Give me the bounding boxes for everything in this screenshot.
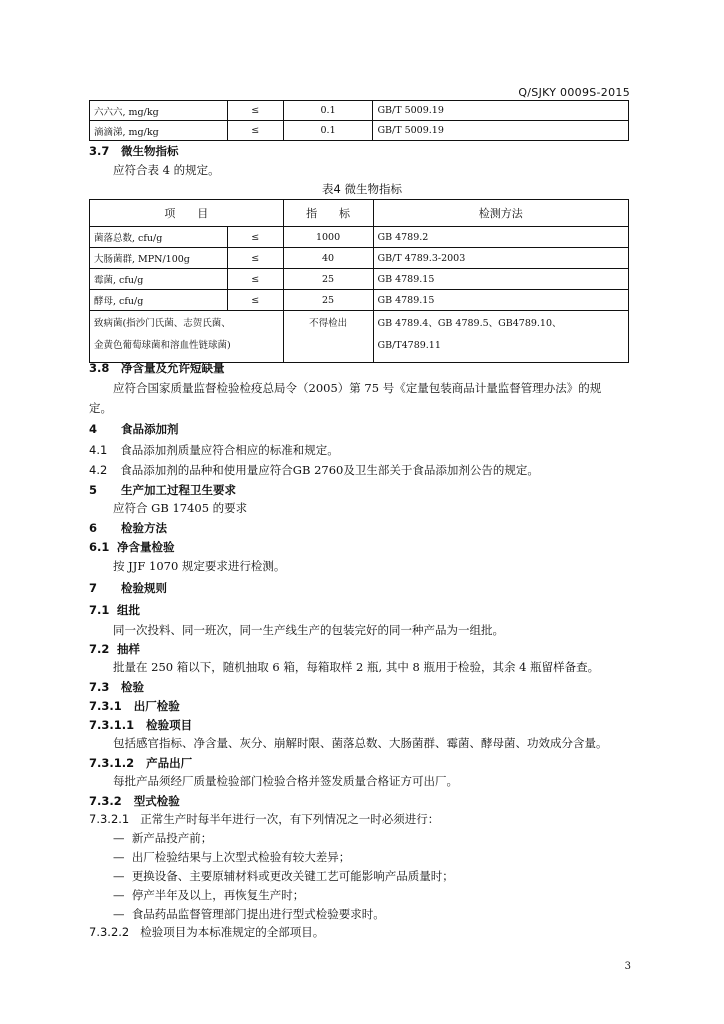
table-cell-value: 40 (283, 248, 373, 269)
table-cell-item: 六六六, mg/kg (90, 101, 228, 121)
section-7-2-heading: 7.2 抽样 (89, 642, 141, 656)
section-6-1-text: 按 JJF 1070 规定要求进行检测。 (113, 559, 286, 573)
section-4-1: 4.1 食品添加剂质量应符合相应的标准和规定。 (89, 443, 339, 457)
section-7-heading: 7 检验规则 (89, 581, 168, 595)
table-cell-item: 致病菌(指沙门氏菌、志贺氏菌、 金黄色葡萄球菌和溶血性链球菌) (90, 311, 284, 363)
section-4-heading: 4 食品添加剂 (89, 422, 179, 436)
section-7-3-2-1: 7.3.2.1 正常生产时每半年进行一次，有下列情况之一时必须进行： (89, 812, 440, 826)
table-cell-method: GB 4789.15 (373, 269, 629, 290)
list-item: — 更换设备、主要原辅材料或更改关键工艺可能影响产品质量时； (113, 869, 454, 883)
section-7-3-1-1-heading: 7.3.1.1 检验项目 (89, 718, 193, 732)
table-cell-symbol: ≤ (227, 269, 283, 290)
table-header-row (90, 200, 629, 227)
section-3-8-heading: 3.8 净含量及允许短缺量 (89, 361, 225, 375)
table-cell-symbol: ≤ (227, 290, 283, 311)
column-header-method: 检测方法 (373, 200, 629, 227)
table-cell-value: 不得检出 (283, 311, 373, 363)
table-4-caption: 表4 微生物指标 (322, 182, 402, 196)
section-7-1-heading: 7.1 组批 (89, 603, 141, 617)
pesticide-table (89, 100, 629, 141)
microbial-table (89, 199, 629, 363)
section-7-2-text: 批量在 250 箱以下，随机抽取 6 箱，每箱取样 2 瓶, 其中 8 瓶用于检验，其余 4 瓶留样备查。 (113, 660, 600, 674)
section-7-1-text: 同一次投料、同一班次，同一生产线生产的包装完好的同一种产品为一组批。 (113, 623, 504, 637)
column-header-item: 项 目 (90, 200, 284, 227)
section-5-text: 应符合 GB 17405 的要求 (113, 501, 248, 515)
section-4-2: 4.2 食品添加剂的品种和使用量应符合GB 2760及卫生部关于食品添加剂公告的规定。 (89, 463, 539, 477)
list-item: — 食品药品监督管理部门提出进行型式检验要求时。 (113, 907, 385, 921)
table-cell-method: GB/T 5009.19 (373, 101, 629, 121)
table-cell-value: 0.1 (283, 121, 373, 141)
table-cell-value: 1000 (283, 227, 373, 248)
table-cell-value: 0.1 (283, 101, 373, 121)
table-cell-symbol: ≤ (227, 101, 283, 121)
table-cell-method: GB 4789.4、GB 4789.5、GB4789.10、GB/T4789.11 (373, 311, 629, 363)
list-item: — 新产品投产前； (113, 831, 213, 845)
table-cell-item: 菌落总数, cfu/g (90, 227, 228, 248)
section-7-3-2-2: 7.3.2.2 检验项目为本标准规定的全部项目。 (89, 925, 325, 939)
table-row (90, 248, 629, 269)
list-item: — 停产半年及以上，再恢复生产时； (113, 888, 305, 902)
table-cell-item: 酵母, cfu/g (90, 290, 228, 311)
section-3-8-text: 应符合国家质量监督检验检疫总局令（2005）第 75 号《定量包装商品计量监督管理办法》的规 (113, 381, 602, 395)
table-cell-method: GB/T 5009.19 (373, 121, 629, 141)
section-3-7-text: 应符合表 4 的规定。 (113, 163, 220, 177)
section-6-1-heading: 6.1 净含量检验 (89, 540, 175, 554)
table-cell-value: 25 (283, 269, 373, 290)
table-cell-item: 滴滴涕, mg/kg (90, 121, 228, 141)
section-7-3-1-heading: 7.3.1 出厂检验 (89, 699, 180, 713)
table-cell-method: GB/T 4789.3-2003 (373, 248, 629, 269)
section-7-3-1-1-text: 包括感官指标、净含量、灰分、崩解时限、菌落总数、大肠菌群、霉菌、酵母菌、功效成分含量。 (113, 736, 608, 750)
table-row (90, 101, 629, 121)
page-number: 3 (624, 961, 631, 972)
table-cell-item: 大肠菌群, MPN/100g (90, 248, 228, 269)
document-code: Q/SJKY 0009S-2015 (518, 86, 630, 99)
table-cell-item: 霉菌, cfu/g (90, 269, 228, 290)
table-cell-symbol: ≤ (227, 248, 283, 269)
table-cell-symbol: ≤ (227, 227, 283, 248)
section-7-3-1-2-heading: 7.3.1.2 产品出厂 (89, 756, 193, 770)
section-3-7-heading: 3.7 微生物指标 (89, 144, 179, 158)
table-cell-method: GB 4789.15 (373, 290, 629, 311)
table-row (90, 121, 629, 141)
section-3-8-text-continued: 定。 (89, 401, 112, 415)
column-header-index: 指 标 (283, 200, 373, 227)
table-cell-method: GB 4789.2 (373, 227, 629, 248)
section-6-heading: 6 检验方法 (89, 521, 168, 535)
table-cell-value: 25 (283, 290, 373, 311)
section-7-3-heading: 7.3 检验 (89, 680, 145, 694)
table-row (90, 269, 629, 290)
table-cell-symbol: ≤ (227, 121, 283, 141)
table-row (90, 311, 629, 363)
table-row (90, 227, 629, 248)
table-row (90, 290, 629, 311)
section-5-heading: 5 生产加工过程卫生要求 (89, 483, 237, 497)
section-7-3-2-heading: 7.3.2 型式检验 (89, 794, 180, 808)
section-7-3-1-2-text: 每批产品须经厂质量检验部门检验合格并签发质量合格证方可出厂。 (113, 774, 458, 788)
list-item: — 出厂检验结果与上次型式检验有较大差异； (113, 850, 351, 864)
